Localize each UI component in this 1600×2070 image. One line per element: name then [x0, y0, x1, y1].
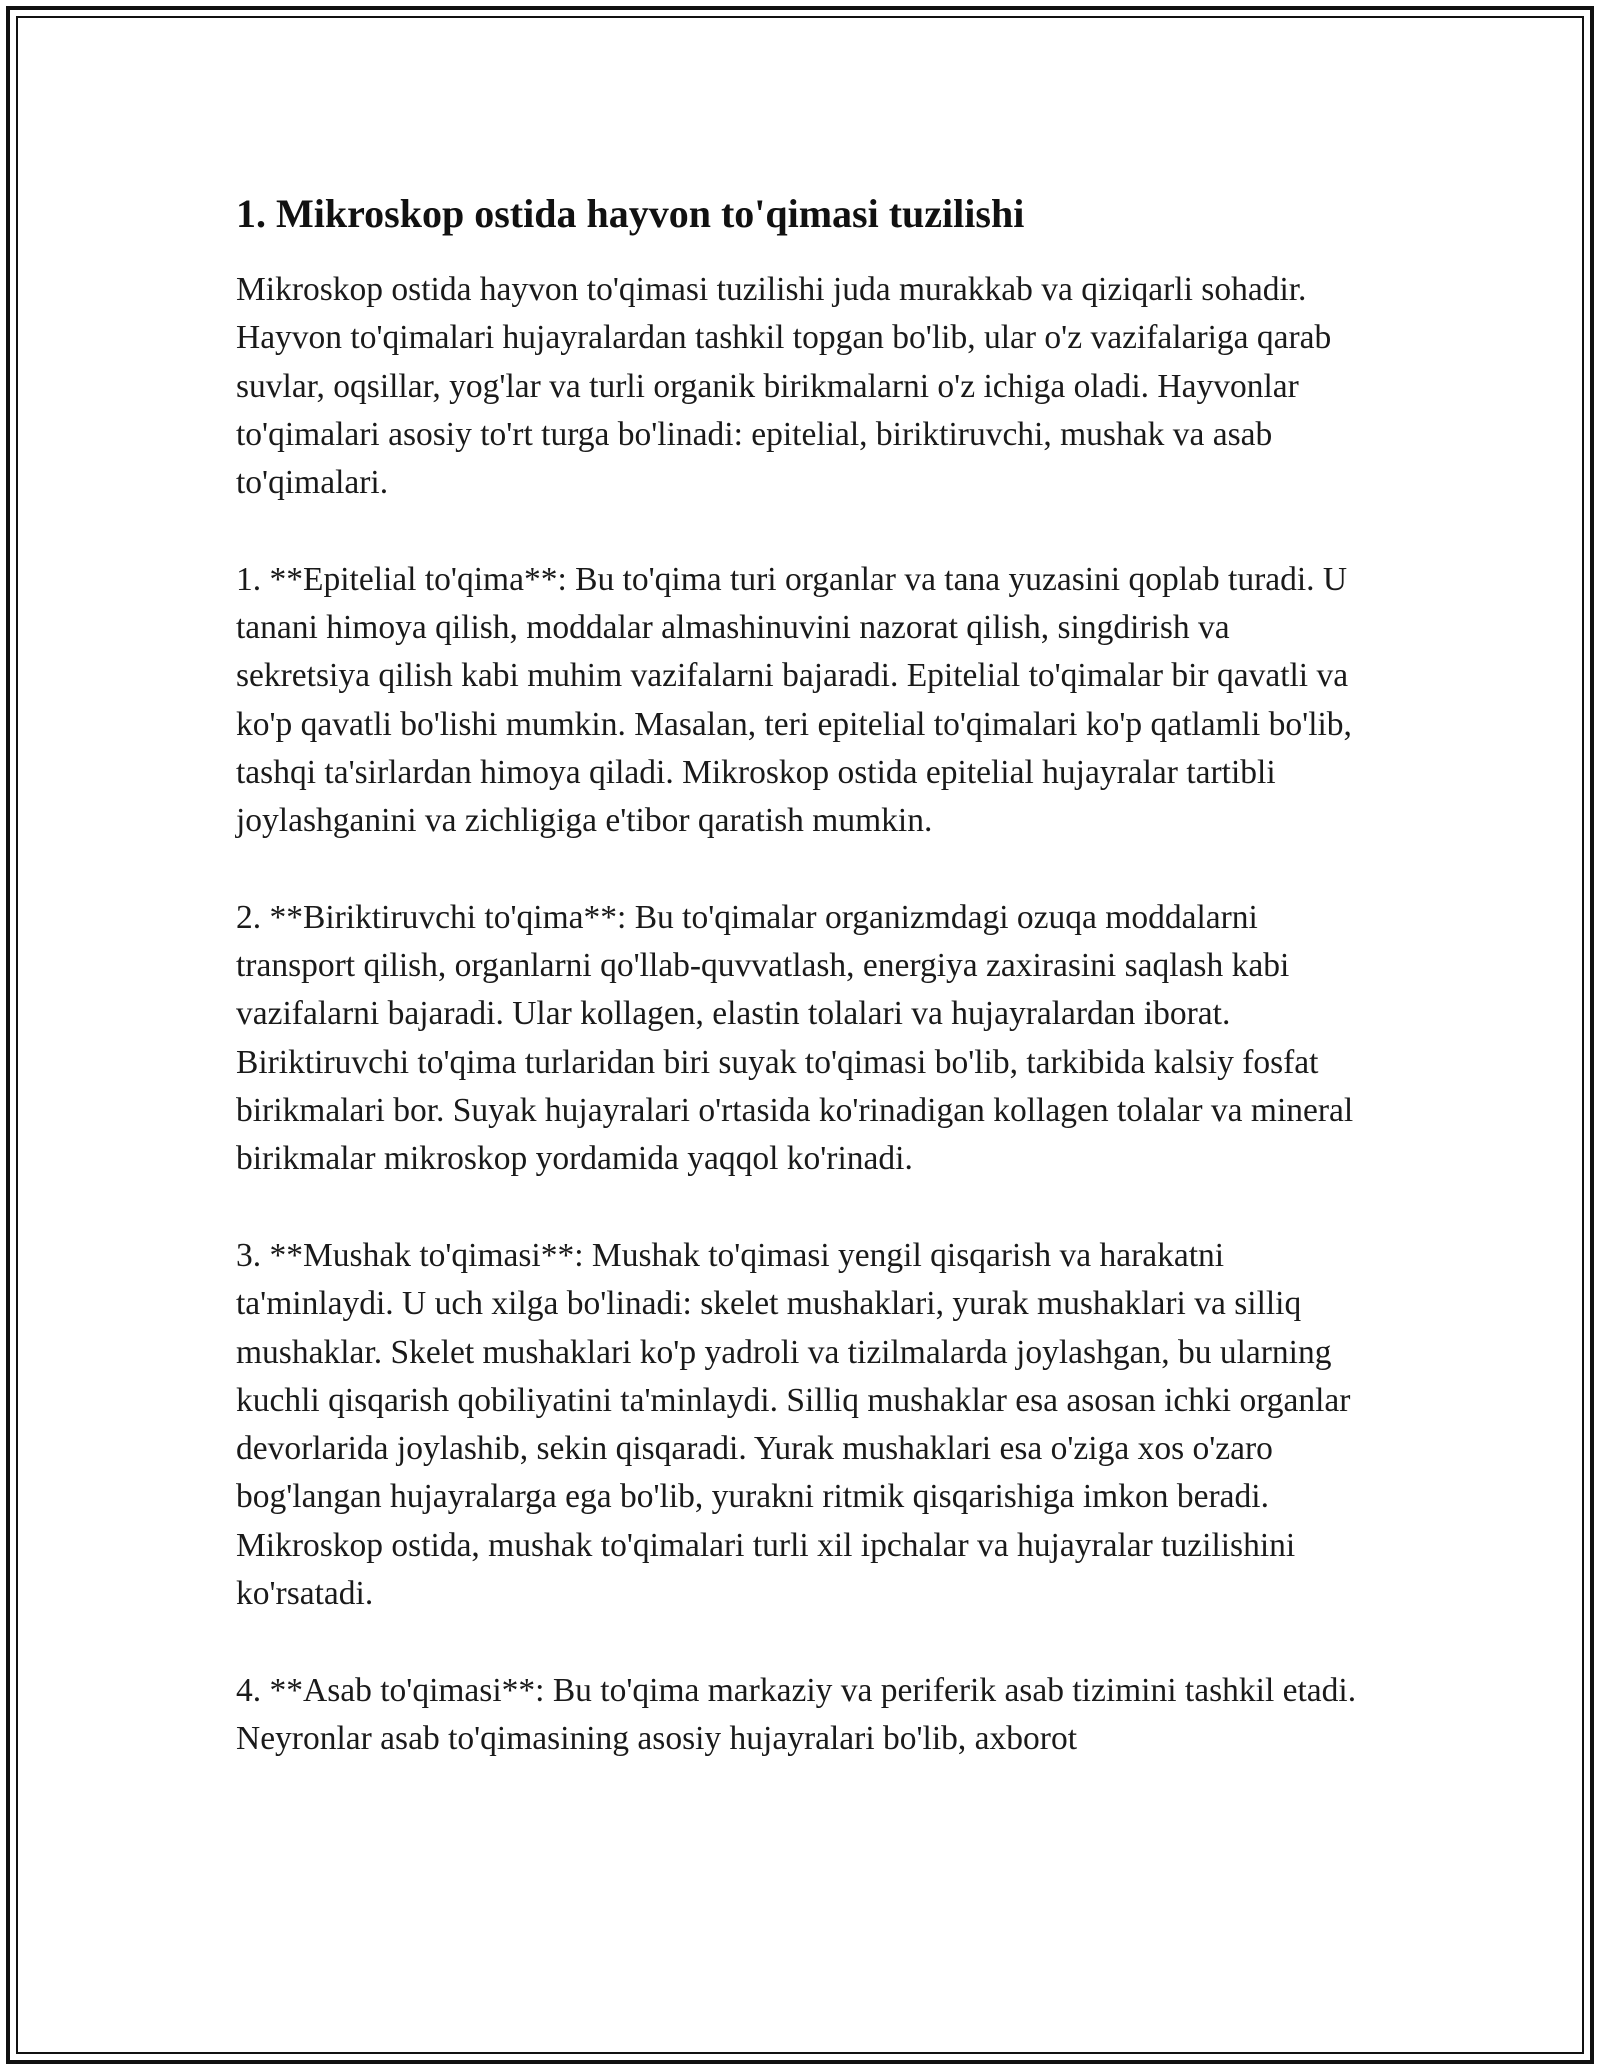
paragraph-biriktiruvchi: 2. **Biriktiruvchi to'qima**: Bu to'qimalar organizmdagi ozuqa moddalarni transport qilish, organlarni qo'llab-quvvatlash, energiya zaxirasini saqlash kabi vazifalarni bajaradi. Ular kollagen, elastin tolalari va hujayralardan iborat. Biriktiruvchi to'qima turlaridan biri suyak to'qimasi bo'lib, tarkibida kalsiy fosfat birikmalari bor. Suyak hujayralari o'rtasida ko'rinadigan kollagen tolalar va mineral birikmalar mikroskop yordamida yaqqol ko'rinadi.	[236, 898, 1354, 1178]
paragraph-asab: 4. **Asab to'qimasi**: Bu to'qima markaziy va periferik asab tizimini tashkil etadi. Neyronlar asab to'qimasining asosiy hujayralari bo'lib, axborot	[236, 1671, 1357, 1757]
document-body	[236, 186, 1366, 1812]
paragraph-epitelial: 1. **Epitelial to'qima**: Bu to'qima turi organlar va tana yuzasini qoplab turadi. U tanani himoya qilish, moddalar almashinuvini nazorat qilish, singdirish va sekretsiya qilish kabi muhim vazifalarni bajaradi. Epitelial to'qimalar bir qavatli va ko'p qavatli bo'lishi mumkin. Masalan, teri epitelial to'qimalari ko'p qatlamli bo'lib, tashqi ta'sirlardan himoya qiladi. Mikroskop ostida epitelial hujayralar tartibli joylashganini va zichligiga e'tibor qaratish mumkin.	[236, 560, 1352, 840]
page-title: 1. Mikroskop ostida hayvon to'qimasi tuzilishi	[236, 191, 1025, 236]
paragraph-intro: Mikroskop ostida hayvon to'qimasi tuzilishi juda murakkab va qiziqarli sohadir. Hayvon to'qimalari hujayralardan tashkil topgan bo'lib, ular o'z vazifalariga qarab suvlar, oqsillar, yog'lar va turli organik birikmalarni o'z ichiga oladi. Hayvonlar to'qimalari asosiy to'rt turga bo'linadi: epitelial, biriktiruvchi, mushak va asab to'qimalari.	[236, 271, 1332, 502]
paragraph-mushak: 3. **Mushak to'qimasi**: Mushak to'qimasi yengil qisqarish va harakatni ta'minlaydi. U uch xilga bo'linadi: skelet mushaklari, yurak mushaklari va silliq mushaklar. Skelet mushaklari ko'p yadroli va tizilmalarda joylashgan, bu ularning kuchli qisqarish qobiliyatini ta'minlaydi. Silliq mushaklar esa asosan ichki organlar devorlarida joylashib, sekin qisqaradi. Yurak mushaklari esa o'ziga xos o'zaro bog'langan hujayralarga ega bo'lib, yurakni ritmik qisqarishiga imkon beradi. Mikroskop ostida, mushak to'qimalari turli xil ipchalar va hujayralar tuzilishini ko'rsatadi.	[236, 1236, 1351, 1613]
